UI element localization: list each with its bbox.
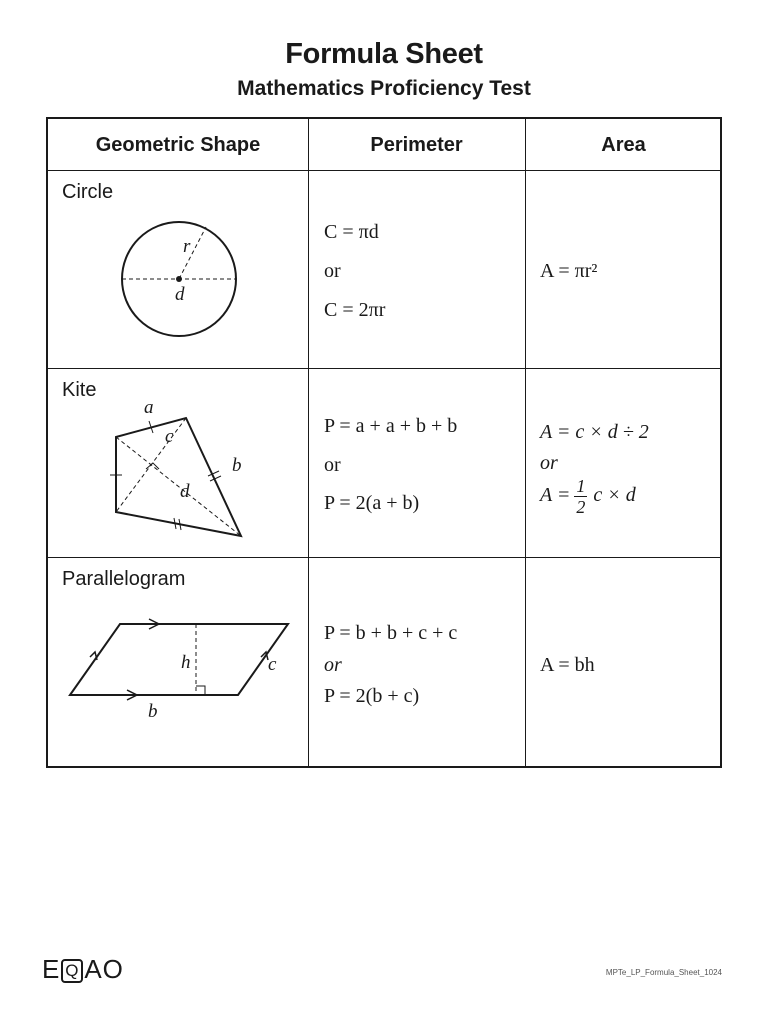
fraction-one-half: $\frac{1}{2}$ [576, 476, 586, 517]
row-divider [48, 557, 720, 558]
parallelogram-label-c: c [268, 654, 277, 675]
kite-label-d: d [180, 481, 190, 502]
shape-name-parallelogram: Parallelogram [62, 568, 186, 590]
parallelogram-area: A = bh [540, 654, 595, 676]
kite-label-c: c [165, 426, 174, 447]
parallelogram-perimeter-or: or [324, 654, 342, 676]
shape-name-kite: Kite [62, 379, 97, 401]
parallelogram-label-h: h [181, 652, 191, 673]
shape-name-circle: Circle [62, 181, 114, 203]
column-header-shape: Geometric Shape [95, 134, 261, 156]
kite-diagram [103, 397, 263, 547]
kite-label-a: a [144, 397, 154, 418]
document-code: MPTe_LP_Formula_Sheet_1024 [605, 968, 722, 977]
page-title: Formula Sheet [285, 38, 483, 70]
kite-area-or: or [540, 452, 558, 474]
kite-area-2: A = $\frac{1}{2}$ c × d [540, 476, 636, 517]
parallelogram-perimeter-1: P = b + b + c + c [324, 622, 458, 644]
parallelogram-label-b: b [148, 701, 158, 722]
column-header-perimeter: Perimeter [370, 134, 463, 156]
circle-perimeter-or: or [324, 260, 341, 282]
kite-perimeter-1: P = a + a + b + b [324, 415, 458, 437]
kite-perimeter-2: P = 2(a + b) [324, 492, 420, 514]
circle-perimeter-1: C = πd [324, 221, 379, 243]
column-header-area: Area [601, 134, 646, 156]
circle-label-d: d [175, 284, 185, 305]
kite-label-b: b [232, 455, 242, 476]
formula-table [46, 117, 722, 768]
page-subtitle: Mathematics Proficiency Test [237, 77, 531, 100]
kite-area-1: A = c × d ÷ 2 [540, 421, 649, 443]
circle-area: A = πr² [540, 260, 598, 282]
column-divider [525, 119, 526, 766]
parallelogram-diagram [63, 609, 293, 724]
column-divider [308, 119, 309, 766]
circle-diagram [110, 209, 250, 349]
parallelogram-perimeter-2: P = 2(b + c) [324, 685, 420, 707]
circle-label-r: r [183, 236, 191, 257]
row-divider [48, 368, 720, 369]
kite-perimeter-or: or [324, 454, 341, 476]
eqao-logo: E Q AO [42, 954, 124, 984]
circle-perimeter-2: C = 2πr [324, 299, 386, 321]
